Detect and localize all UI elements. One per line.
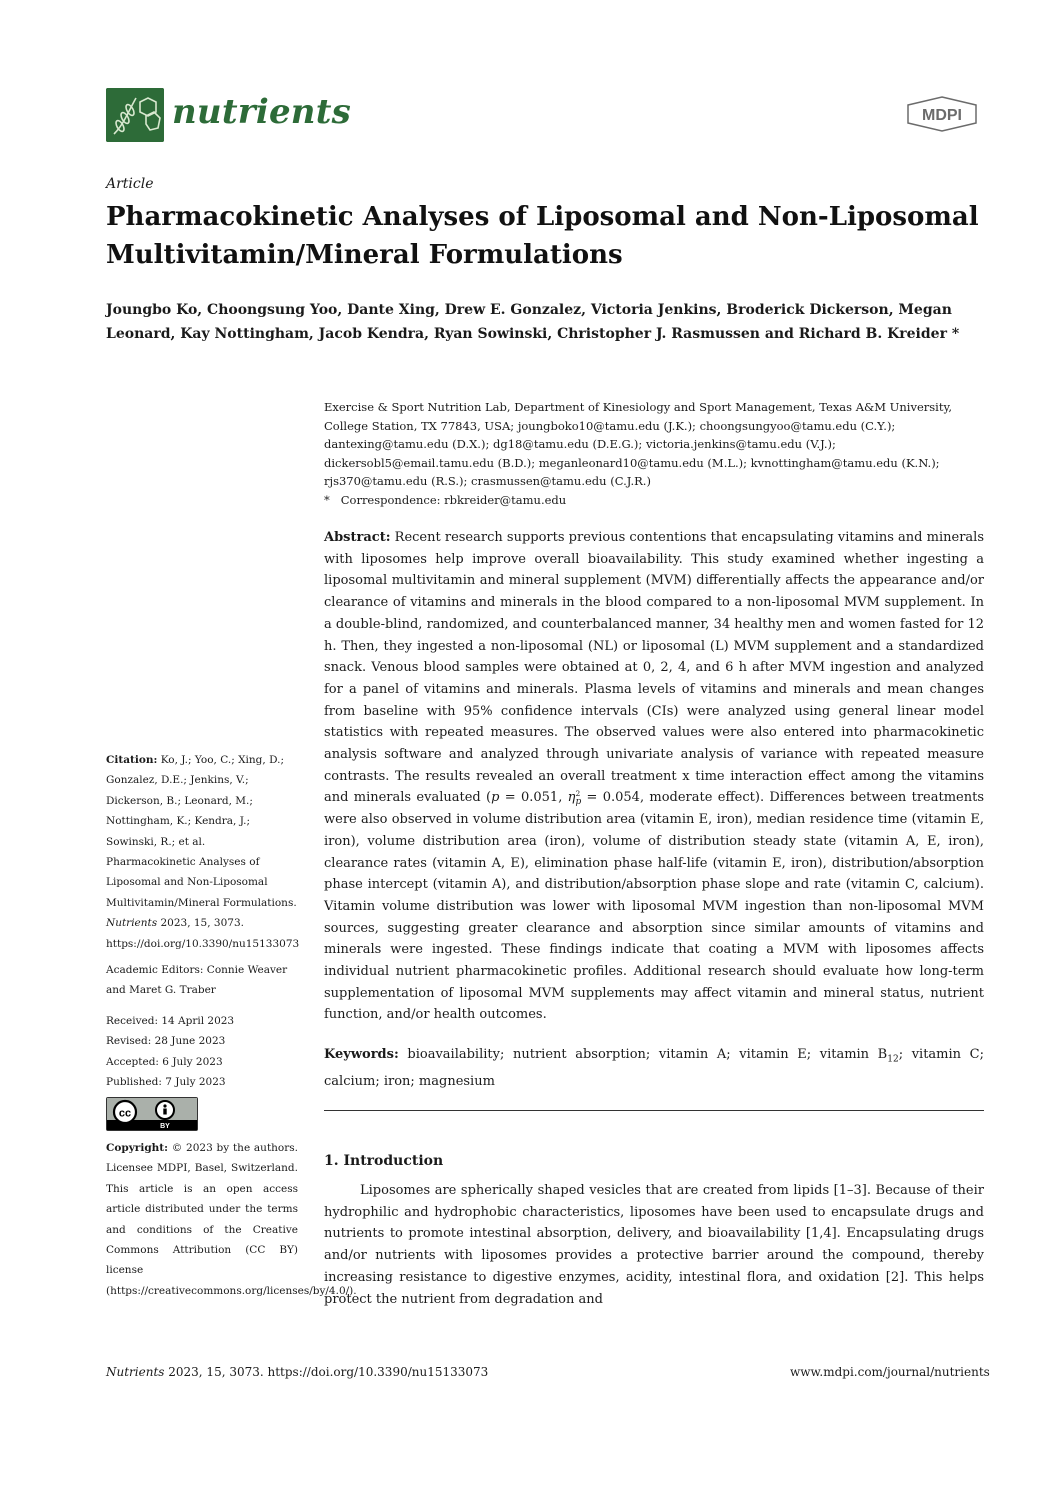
publisher-name: MDPI	[922, 107, 962, 124]
citation-text: Ko, J.; Yoo, C.; Xing, D.; Gonzalez, D.E.; Jenkins, V.; Dickerson, B.; Leonard, M.; Nottingham, K.; Kendra, J.; Sowinski, R.; et al. Pharmacokinetic Analyses of Liposomal and Non-Liposomal Multivitamin/Mineral Formulations.	[106, 754, 297, 909]
keywords-label: Keywords:	[324, 1047, 399, 1062]
abstract-text-part2: = 0.054, moderate effect). Differences between treatments were also observed in volume distribution area (vitamin E, iron), median residence time (vitamin E, iron), volume distribution area (iron), volume of distribution steady state (vitamin A, E, iron), clearance rates (vitamin A, E), elimination phase half-life (vitamin E, iron), distribution/absorption phase intercept (vitamin A), and distribution/absorption phase slope and rate (vitamin C, calcium). Vitamin volume distribution was lower with liposomal MVM ingestion than non-liposomal MVM sources, suggesting greater clearance and absorption since similar amounts of vitamins and minerals were ingested. These findings indicate that coating a MVM with liposomes affects individual nutrient pharmacokinetic profiles. Additional research should evaluate how long-term supplementation of liposomal MVM supplements may affect vitamin and mineral status, nutrient function, and/or health outcomes.	[324, 790, 984, 1023]
academic-editors	[106, 960, 298, 1001]
accepted-date: Accepted: 6 July 2023	[106, 1055, 223, 1068]
abstract-eta-sub: p	[575, 796, 582, 807]
footer-citation-text: 2023, 15, 3073. https://doi.org/10.3390/nu15133073	[168, 1365, 489, 1379]
keywords	[324, 1044, 984, 1093]
author-list: Joungbo Ko, Choongsung Yoo, Dante Xing, Drew E. Gonzalez, Victoria Jenkins, Broderick Dickerson, Megan Leonard, Kay Nottingham, Jacob Kendra, Ryan Sowinski, Christopher J. Rasmussen and Richard B. Kreider *	[106, 302, 960, 342]
abstract-p-symbol: p	[491, 790, 500, 806]
footer-journal: Nutrients	[106, 1365, 165, 1379]
received-date: Received: 14 April 2023	[106, 1015, 235, 1027]
creative-commons-by-icon	[107, 1098, 197, 1130]
citation-label: Citation:	[106, 754, 158, 766]
abstract-p-value: = 0.051,	[499, 790, 568, 806]
article-type: Article	[106, 176, 154, 192]
abstract-eta-sup: 2	[575, 788, 581, 798]
copyright-text: © 2023 by the authors. Licensee MDPI, Basel, Switzerland. This article is an open access article distributed under the terms and conditions of the Creative Commons Attribution (CC BY) license (https://creativecommons.org/licenses/by/4.0/).	[106, 1142, 357, 1297]
correspondence-mark: *	[324, 492, 330, 507]
citation-block	[106, 750, 298, 954]
revised-date: Revised: 28 June 2023	[106, 1035, 226, 1048]
abstract-label: Abstract:	[324, 530, 391, 545]
cc-by-text: BY	[160, 1123, 170, 1130]
article-title: Pharmacokinetic Analyses of Liposomal and Non-Liposomal Multivitamin/Mineral Formulations	[106, 202, 979, 270]
section-divider	[324, 1110, 984, 1111]
editors-label: Academic Editors:	[106, 964, 204, 976]
correspondence-line	[324, 491, 984, 510]
keywords-b12-sub: 12	[887, 1054, 899, 1065]
affiliation-block	[324, 398, 984, 509]
copyright-block	[106, 1138, 357, 1301]
footer-url[interactable]: www.mdpi.com/journal/nutrients	[790, 1365, 990, 1379]
keywords-text-part2: ; vitamin C; calcium; iron; magnesium	[324, 1047, 984, 1090]
mdpi-logo	[904, 95, 980, 133]
creative-commons-badge[interactable]	[106, 1097, 198, 1131]
cc-text: cc	[118, 1107, 132, 1120]
correspondence-email: Correspondence: rbkreider@tamu.edu	[340, 492, 567, 507]
citation-tail: 2023, 15, 3073. https://doi.org/10.3390/nu15133073	[106, 917, 300, 950]
section-heading-introduction: 1. Introduction	[324, 1153, 444, 1169]
copyright-label: Copyright:	[106, 1142, 169, 1154]
wheat-molecule-icon	[106, 88, 164, 142]
abstract	[324, 527, 984, 1026]
published-date: Published: 7 July 2023	[106, 1076, 226, 1089]
abstract-eta-symbol: η	[567, 790, 576, 806]
journal-name: nutrients	[172, 92, 351, 132]
publication-dates	[106, 1011, 298, 1093]
abstract-text-part1: Recent research supports previous contentions that encapsulating vitamins and minerals with liposomes help improve overall bioavailability. This study examined whether ingesting a liposomal multivitamin and mineral supplement (MVM) differentially affects the appearance and/or clearance of vitamins and minerals in the blood compared to a non-liposomal MVM supplement. In a double-blind, randomized, and counterbalanced manner, 34 healthy men and women fasted for 12 h. Then, they ingested a non-liposomal (NL) or liposomal (L) MVM supplement and a standardized snack. Venous blood samples were obtained at 0, 2, 4, and 6 h after MVM ingestion and analyzed for a panel of vitamins and minerals. Plasma levels of vitamins and minerals and mean changes from baseline with 95% confidence intervals (CIs) were analyzed using general linear model statistics with repeated measures. The observed values were also entered into pharmacokinetic analysis software and analyzed through univariate analysis of variance with repeated measure contrasts. The results revealed an overall treatment x time interaction effect among the vitamins and minerals evaluated (	[324, 530, 985, 806]
introduction-text: Liposomes are spherically shaped vesicles that are created from lipids [1–3]. Because of their hydrophilic and hydrophobic characteristics, liposomes have been used to encapsulate drugs and nutrients to promote intestinal absorption, delivery, and bioavailability [1,4]. Encapsulating drugs and/or nutrients with liposomes provides a protective barrier around the compound, thereby increasing resistance to digestive enzymes, acidity, intestinal flora, and oxidation [2]. This helps protect the nutrient from degradation and	[324, 1183, 984, 1307]
editors-text: Connie Weaver and Maret G. Traber	[106, 964, 288, 997]
keywords-text-part1: bioavailability; nutrient absorption; vitamin A; vitamin E; vitamin B	[407, 1047, 888, 1062]
footer-citation	[106, 1365, 488, 1379]
citation-journal: Nutrients	[106, 917, 158, 930]
mdpi-logo-icon	[904, 95, 980, 133]
affiliation-text: Exercise & Sport Nutrition Lab, Department of Kinesiology and Sport Management, Texas A&M University, College Station, TX 77843, USA; joungboko10@tamu.edu (J.K.); choongsungyoo@tamu.edu (C.Y.); dantexing@tamu.edu (D.X.); dg18@tamu.edu (D.E.G.); victoria.jenkins@tamu.edu (V.J.); dickersobl5@email.tamu.edu (B.D.); meganleonard10@tamu.edu (M.L.); kvnottingham@tamu.edu (K.N.); rjs370@tamu.edu (R.S.); crasmussen@tamu.edu (C.J.R.)	[324, 400, 953, 488]
journal-logo-icon	[106, 88, 164, 142]
